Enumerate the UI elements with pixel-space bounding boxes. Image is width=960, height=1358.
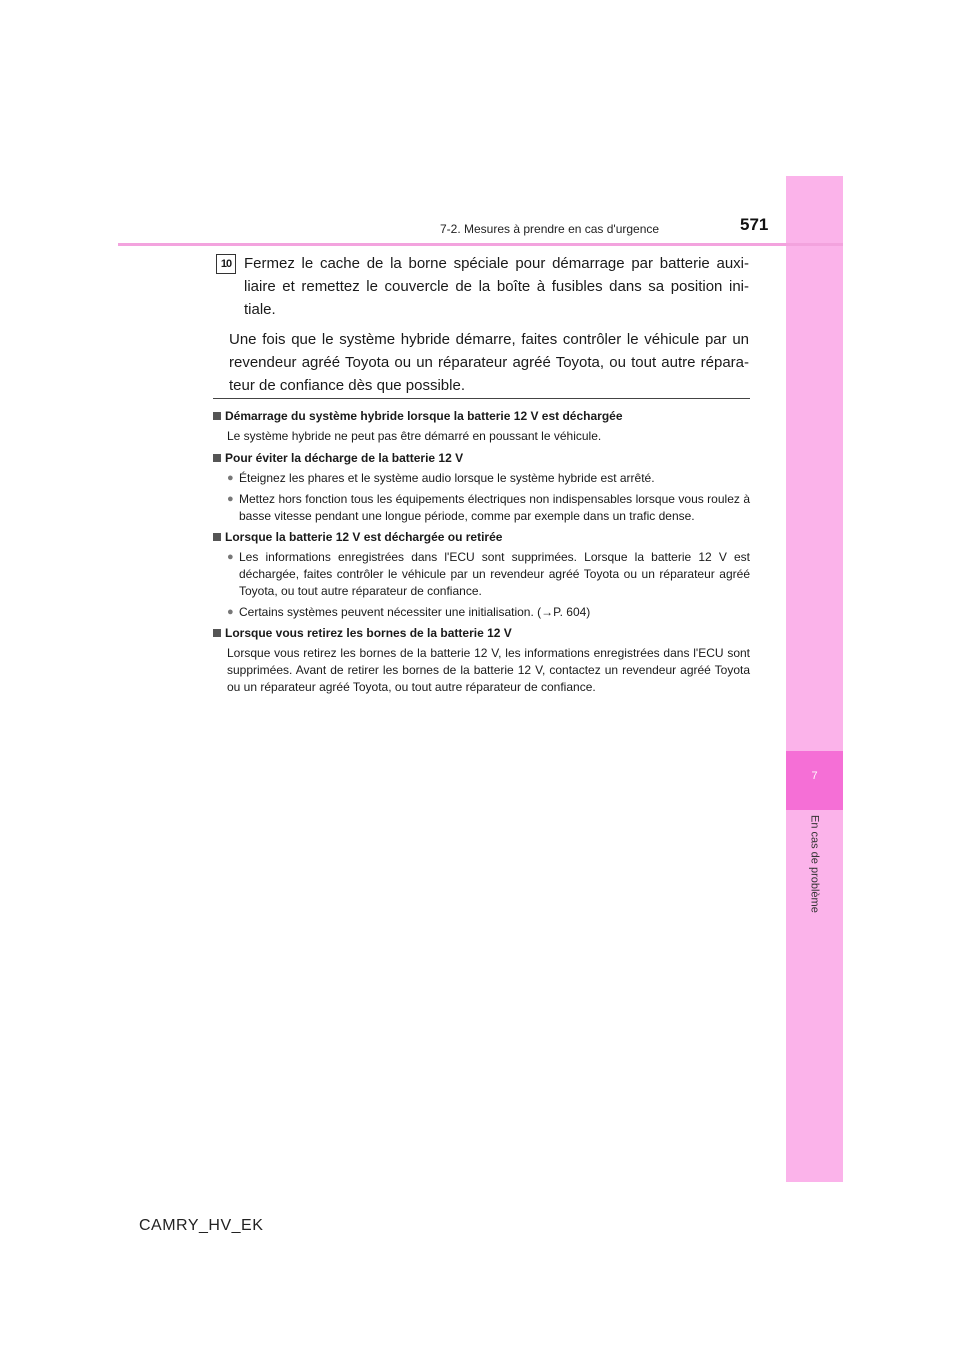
- list-item: ● Les informations enregistrées dans l'ECU sont supprimées. Lorsque la batterie 12 V est déchargée, faites contrôler le véhicule par un revendeur agréé Toyota ou un réparateur agréé Toyota, ou tout autre réparateur de confiance.: [227, 550, 750, 598]
- note-text: Lorsque vous retirez les bornes de la batterie 12 V, les informations enregistrées dans l'ECU sont supprimées. Avant de retirer les bornes de la batterie 12 V, contactez un revendeur agréé Toyota ou un réparateur agréé Toyota, ou tout autre réparateur de confiance.: [227, 646, 750, 694]
- note-heading: Pour éviter la décharge de la batterie 12 V: [213, 450, 750, 467]
- square-bullet-icon: [213, 533, 221, 541]
- note-heading: Lorsque vous retirez les bornes de la batterie 12 V: [213, 625, 750, 642]
- square-bullet-icon: [213, 629, 221, 637]
- list-item: ● Mettez hors fonction tous les équipements électriques non indispensables lorsque vous roulez à basse vitesse pendant une longue période, comme par exemple dans un trafic dense.: [227, 492, 750, 523]
- section-title: 7-2. Mesures à prendre en cas d'urgence: [440, 222, 660, 236]
- circle-bullet-icon: ●: [227, 493, 234, 505]
- notes-section: [213, 408, 750, 701]
- note-heading: Lorsque la batterie 12 V est déchargée ou retirée: [213, 529, 750, 546]
- square-bullet-icon: [213, 454, 221, 462]
- circle-bullet-icon: ●: [227, 606, 234, 618]
- circle-bullet-icon: ●: [227, 472, 234, 484]
- note-block: [213, 529, 750, 621]
- chapter-number: 7: [811, 770, 818, 782]
- square-bullet-icon: [213, 412, 221, 420]
- note-block: [213, 408, 750, 445]
- page-reference-link: Certains systèmes peuvent nécessiter une initialisation. (→P. 604): [239, 605, 591, 619]
- model-code: CAMRY_HV_EK: [139, 1217, 264, 1234]
- note-text: Le système hybride ne peut pas être démarré en poussant le véhicule.: [227, 429, 602, 443]
- step-number-badge: 10: [216, 254, 236, 274]
- chapter-title: En cas de problème: [808, 815, 821, 913]
- header-rule: [118, 243, 843, 246]
- follow-up-paragraph: Une fois que le système hybride démarre, faites contrôler le véhicule par un revendeur agréé Toyota ou un réparateur agréé Toyota, ou tout autre répara-teur de confiance dès que possible.: [229, 331, 749, 394]
- circle-bullet-icon: ●: [227, 551, 234, 563]
- note-heading: Démarrage du système hybride lorsque la batterie 12 V est déchargée: [213, 408, 750, 425]
- chapter-side-tab: [786, 176, 843, 1182]
- list-item: [227, 604, 750, 621]
- section-divider: [213, 398, 750, 399]
- step-text: Fermez le cache de la borne spéciale pour démarrage par batterie auxi-liaire et remettez le couvercle de la boîte à fusibles dans sa position ini-tiale.: [244, 255, 749, 318]
- page-number: 571: [740, 215, 769, 234]
- note-block: [213, 625, 750, 696]
- note-block: [213, 450, 750, 525]
- list-item: ● Éteignez les phares et le système audio lorsque le système hybride est arrêté.: [227, 471, 655, 485]
